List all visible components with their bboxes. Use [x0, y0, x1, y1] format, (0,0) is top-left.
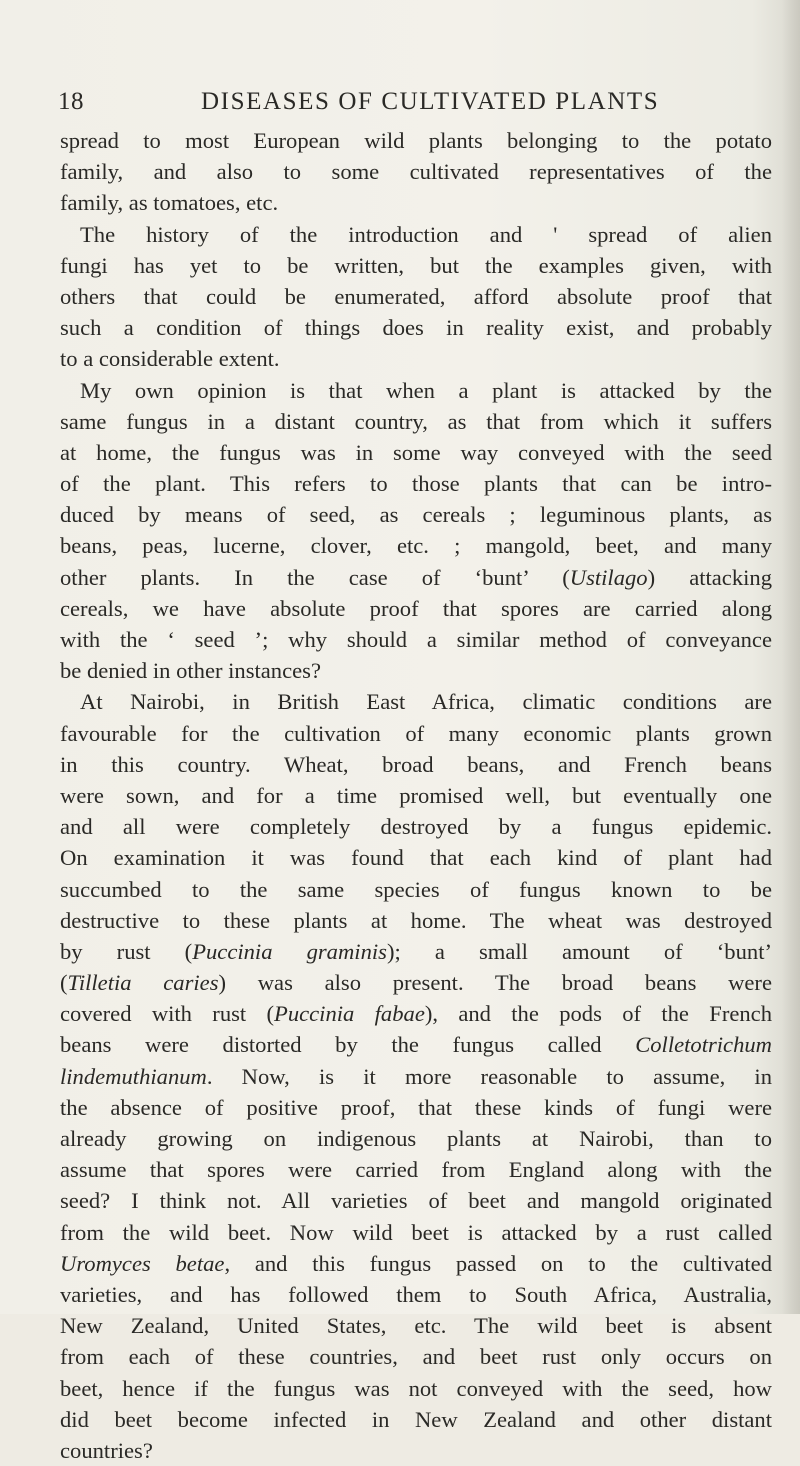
text-line [60, 406, 772, 437]
text-segment: beans were distorted by the fungus called [60, 1032, 636, 1058]
text-segment: from each of these countries, and beet rust only occurs on [60, 1344, 772, 1370]
text-segment: to a considerable extent. [60, 346, 280, 372]
text-line [60, 530, 772, 561]
text-segment: succumbed to the same species of fungus known to be [60, 876, 772, 902]
text-segment: spread to most European wild plants belonging to the potato [60, 128, 772, 153]
text-line [60, 655, 772, 686]
text-segment: fungi has yet to be written, but the examples given, with [60, 252, 772, 278]
italic-term: Tilletia caries [67, 970, 219, 996]
text-segment: did beet become infected in New Zealand and other distant [60, 1406, 772, 1432]
text-segment: On examination it was found that each kind of plant had [60, 845, 772, 871]
page-header [58, 88, 768, 124]
italic-term: Uromyces betae [60, 1250, 225, 1276]
text-segment: destructive to these plants at home. The wheat was destroyed [60, 907, 772, 933]
text-segment: in this country. Wheat, broad beans, and French beans [60, 751, 772, 777]
text-line [60, 1217, 772, 1248]
text-segment: favourable for the cultivation of many economic plants grown [60, 720, 772, 746]
text-segment: The history of the introduction and ' spread of alien [80, 221, 772, 247]
text-line [60, 499, 772, 530]
text-line [60, 1092, 772, 1123]
text-line [60, 1341, 772, 1372]
text-segment: ) was also present. The broad beans were [218, 970, 772, 996]
text-line [60, 437, 772, 468]
text-line [60, 718, 772, 749]
text-line [60, 1435, 772, 1466]
text-line [60, 811, 772, 842]
text-segment: . Now, is it more reasonable to assume, in [206, 1063, 772, 1089]
text-line [60, 1248, 772, 1279]
text-segment: of the plant. This refers to those plants that can be intro- [60, 471, 772, 497]
text-segment: duced by means of seed, as cereals ; leguminous plants, as [60, 502, 772, 528]
text-line [60, 1404, 772, 1435]
text-line [60, 1185, 772, 1216]
text-line [60, 1279, 772, 1310]
text-segment: the absence of positive proof, that these kinds of fungi were [60, 1094, 772, 1120]
text-line [60, 1154, 772, 1185]
text-line [60, 281, 772, 312]
text-segment: My own opinion is that when a plant is attacked by the [80, 377, 772, 403]
text-segment: be denied in other instances? [60, 658, 321, 684]
text-segment: from the wild beet. Now wild beet is attacked by a rust called [60, 1219, 772, 1245]
text-line [60, 593, 772, 624]
text-segment: , and this fungus passed on to the cultivated [224, 1250, 772, 1276]
text-line [60, 375, 772, 406]
text-segment: beet, hence if the fungus was not conveyed with the seed, how [60, 1375, 772, 1401]
text-line [60, 1373, 772, 1404]
text-segment: covered with rust ( [60, 1001, 275, 1027]
text-segment: seed? I think not. All varieties of beet and mangold originated [60, 1188, 772, 1214]
text-segment: countries? [60, 1437, 153, 1463]
text-segment: with the ‘ seed ’; why should a similar method of conveyance [60, 627, 772, 652]
text-line [60, 936, 772, 967]
text-segment: already growing on indigenous plants at Nairobi, than to [60, 1126, 772, 1151]
text-segment: ( [60, 970, 68, 996]
text-segment: family, as tomatoes, etc. [60, 190, 279, 216]
text-line [60, 156, 772, 187]
text-line [60, 624, 772, 655]
italic-term: Colletotrichum [635, 1032, 772, 1058]
text-segment: such a condition of things does in reality exist, and probably [60, 315, 772, 341]
text-line [60, 998, 772, 1029]
text-line [60, 468, 772, 499]
text-segment: other plants. In the case of ‘bunt’ ( [60, 564, 570, 590]
text-segment: beans, peas, lucerne, clover, etc. ; mangold, beet, and many [60, 533, 772, 559]
text-segment: cereals, we have absolute proof that spores are carried along [60, 595, 772, 621]
text-segment: assume that spores were carried from England along with the [60, 1157, 772, 1183]
text-segment: At Nairobi, in British East Africa, climatic conditions are [80, 689, 772, 715]
text-line [60, 562, 772, 593]
text-segment: by rust ( [60, 938, 193, 964]
text-line [60, 343, 772, 374]
italic-term: Puccinia graminis [192, 938, 387, 964]
text-segment: were sown, and for a time promised well, but eventually one [60, 782, 772, 808]
text-line [60, 1029, 772, 1060]
text-segment: New Zealand, United States, etc. The wild beet is absent [60, 1313, 772, 1339]
text-line [60, 780, 772, 811]
body-text [60, 125, 772, 1466]
italic-term: Puccinia fabae [274, 1001, 425, 1027]
text-line [60, 967, 772, 998]
text-line [60, 905, 772, 936]
text-segment: ); a small amount of ‘bunt’ [386, 938, 772, 964]
text-line [60, 842, 772, 873]
italic-term: Ustilago [569, 564, 648, 590]
text-line [60, 1123, 772, 1154]
text-line [60, 312, 772, 343]
text-line [60, 874, 772, 905]
italic-term: lindemuthianum [60, 1063, 207, 1089]
text-segment: at home, the fungus was in some way conveyed with the seed [60, 439, 772, 465]
text-segment: ), and the pods of the French [424, 1001, 772, 1027]
text-line [60, 250, 772, 281]
text-line [60, 1061, 772, 1092]
text-line [60, 749, 772, 780]
text-segment: and all were completely destroyed by a fungus epidemic. [60, 814, 772, 840]
text-segment: family, and also to some cultivated representatives of the [60, 159, 772, 185]
text-segment: ) attacking [647, 564, 772, 590]
text-line [60, 1310, 772, 1341]
text-line [60, 125, 772, 156]
running-head: DISEASES OF CULTIVATED PLANTS [201, 88, 660, 115]
text-segment: others that could be enumerated, afford absolute proof that [60, 283, 772, 309]
text-line [60, 219, 772, 250]
text-line [60, 187, 772, 218]
text-segment: same fungus in a distant country, as that from which it suffers [60, 408, 772, 434]
page-edge-shadow [782, 0, 800, 1314]
text-line [60, 686, 772, 717]
page-number: 18 [58, 88, 84, 115]
text-segment: varieties, and has followed them to South Africa, Australia, [60, 1281, 772, 1307]
